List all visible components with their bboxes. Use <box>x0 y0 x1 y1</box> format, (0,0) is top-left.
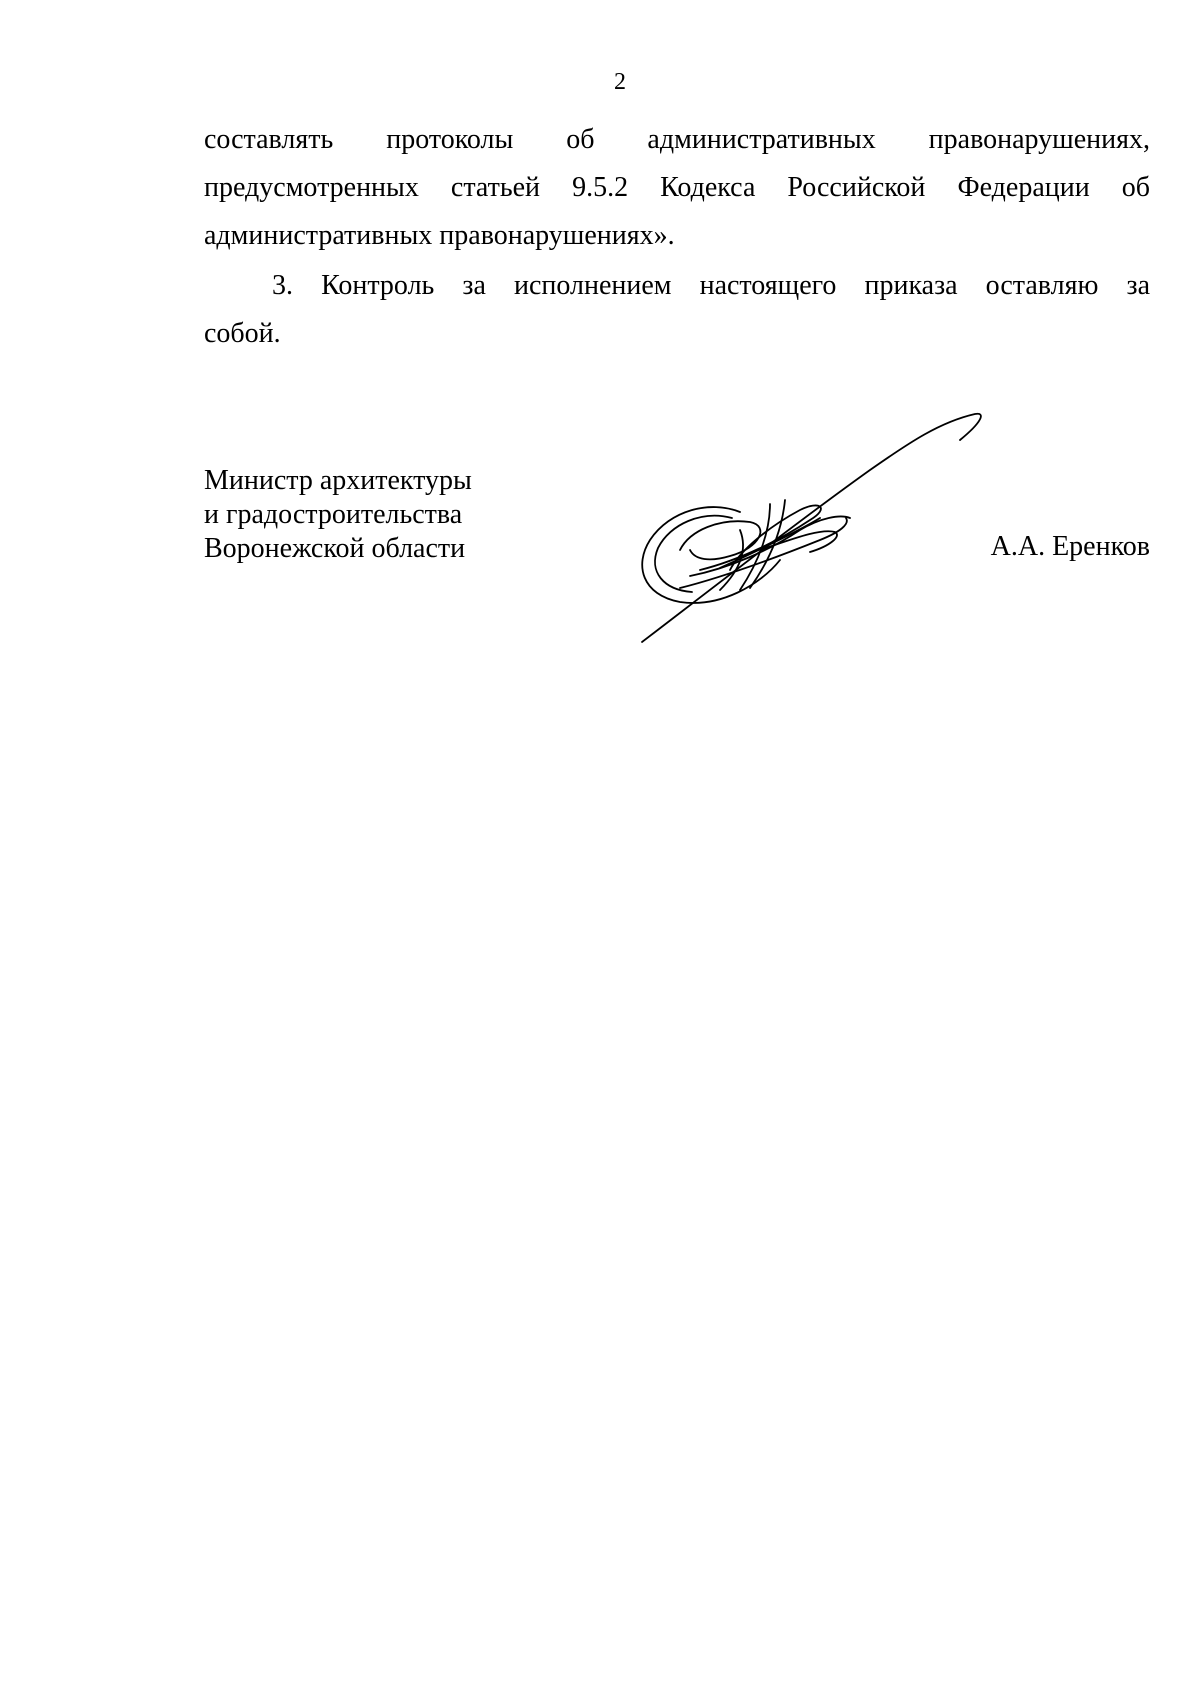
handwritten-signature <box>620 400 1000 650</box>
position-line: и градостроительства <box>204 499 463 530</box>
paragraph-line: административных правонарушениях». <box>204 220 675 251</box>
position-line: Министр архитектуры <box>204 465 472 496</box>
signatory-position <box>204 464 472 566</box>
paragraph-control-clause <box>204 262 1150 358</box>
signatory-name: А.А. Еренков <box>990 531 1150 562</box>
page-number: 2 <box>614 69 626 95</box>
paragraph-line: составлять протоколы об административных правонарушениях, <box>204 124 1150 155</box>
paragraph-continuation <box>204 116 1150 260</box>
position-line: Воронежской области <box>204 533 466 564</box>
paragraph-line: 3. Контроль за исполнением настоящего приказа оставляю за <box>272 270 1150 301</box>
paragraph-line: предусмотренных статьей 9.5.2 Кодекса Российской Федерации об <box>204 172 1150 203</box>
paragraph-line: собой. <box>204 318 281 349</box>
